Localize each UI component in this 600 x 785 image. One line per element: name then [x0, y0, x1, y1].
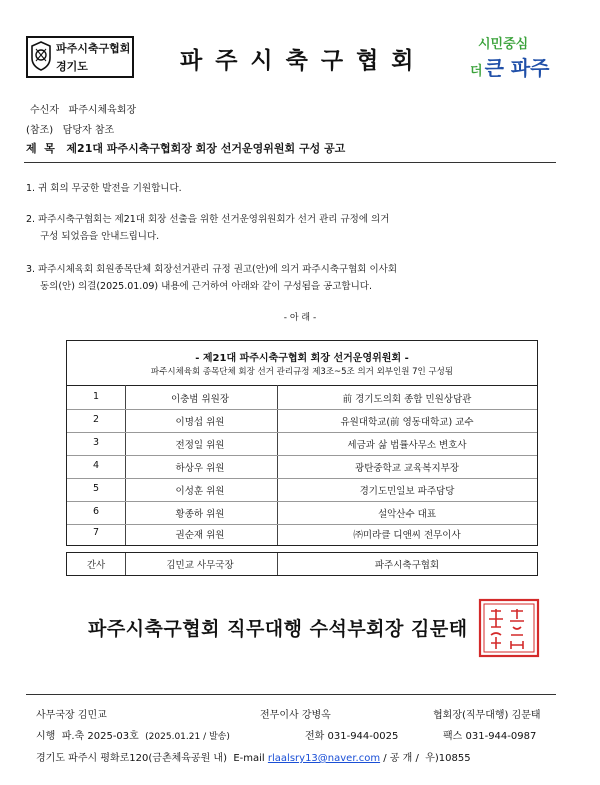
phone: 전화 031-944-0025: [305, 731, 399, 742]
official-seal: [477, 597, 541, 659]
committee-table: [66, 340, 538, 546]
admin-name: 김민교 사무국장: [166, 560, 234, 571]
paragraph-2: 2. 파주시축구협회는 제21대 회장 선출을 위한 선거운영위원회가 선거 관리 규정에 의거: [26, 214, 390, 225]
table-row: [67, 522, 537, 545]
city-slogan-top: 시민중심: [478, 37, 529, 52]
table-row: [67, 455, 537, 478]
staff-3: 협회장(직무대행) 김문태: [433, 710, 541, 721]
paragraph-2-cont: 구성 되었음을 안내드립니다.: [40, 231, 160, 242]
member-affiliation: 설악산수 대표: [377, 509, 437, 520]
table-row: [67, 386, 537, 409]
member-name: 하상우 위원: [175, 463, 225, 474]
paragraph-3-cont: 동의(안) 의결(2025.01.09) 내용에 근거하여 아래와 같이 구성됨을 공고합니다.: [40, 281, 372, 292]
row-number: 4: [92, 460, 100, 471]
table-row: [67, 432, 537, 455]
staff-1: 사무국장 김민교: [36, 710, 107, 721]
zipcode: 우)10855: [425, 753, 471, 764]
member-name: 권순재 위원: [175, 530, 225, 541]
row-number: 6: [92, 506, 100, 517]
city-slogan-small: 더: [470, 64, 483, 79]
row-number: 2: [92, 414, 100, 425]
subject-line: [26, 140, 345, 156]
enforce-date: (2025.01.21 / 발송): [145, 732, 230, 742]
enforce-number: 파.축 2025-03호: [61, 731, 139, 742]
subject: 제21대 파주시축구협회장 회장 선거운영위원회 구성 공고: [66, 142, 346, 155]
table-title: - 제21대 파주시축구협회 회장 선거운영위원회 -: [195, 353, 409, 364]
row-number: 1: [92, 391, 100, 402]
member-name: 황종하 위원: [175, 509, 225, 520]
member-name: 전정일 위원: [175, 440, 225, 451]
member-name: 이충범 위원장: [170, 394, 230, 405]
member-affiliation: 광탄중학교 교육복지부장: [355, 463, 459, 474]
enforcement-line: [36, 727, 230, 742]
emblem-icon: [30, 40, 52, 72]
public-status: / 공 개 /: [383, 753, 419, 764]
paragraph-1: 1. 귀 회의 무궁한 발전을 기원합니다.: [26, 183, 182, 194]
recipient-line: [30, 101, 136, 116]
city-slogan-big: 큰 파주: [484, 56, 550, 80]
cc-label: (참조): [26, 125, 54, 136]
cc-line: [26, 121, 114, 136]
recipient-label: 수신자: [30, 105, 59, 116]
member-name: 이성훈 위원: [175, 486, 225, 497]
row-number: 7: [92, 527, 100, 538]
signature-line: 파주시축구협회 직무대행 수석부회장 김문태: [88, 618, 468, 640]
member-affiliation: 세금과 삶 법률사무소 변호사: [347, 440, 467, 451]
table-row: [67, 501, 537, 524]
member-affiliation: 경기도민일보 파주담당: [359, 486, 455, 497]
admin-affiliation: 파주시축구협회: [374, 560, 440, 571]
row-number: 5: [92, 483, 100, 494]
logo-region: 경기도: [56, 60, 88, 73]
document-title: 파주시축구협회: [180, 48, 427, 74]
city-slogan: [470, 52, 550, 81]
member-affiliation: 유원대학교(前 영동대학교) 교수: [340, 417, 474, 428]
admin-table: [66, 552, 538, 576]
table-row: [67, 478, 537, 501]
fax: 팩스 031-944-0987: [443, 731, 537, 742]
recipient: 파주시체육회장: [68, 105, 137, 116]
paragraph-3: 3. 파주시체육회 회원종목단체 회장선거관리 규정 권고(안)에 의거 파주시축구협회 이사회: [26, 264, 398, 275]
member-affiliation: 前 경기도의회 종합 민원상담관: [342, 394, 472, 405]
footer-divider: [26, 694, 556, 695]
member-affiliation: ㈜미라클 디앤씨 전무이사: [353, 530, 461, 541]
cc: 담당자 참조: [62, 125, 115, 136]
address-line: [36, 749, 471, 764]
staff-2: 전무이사 강병옥: [260, 710, 331, 721]
row-number: 3: [92, 437, 100, 448]
admin-role: 간사: [86, 560, 106, 571]
divider: [24, 162, 556, 163]
enforce-label: 시행: [36, 731, 56, 742]
email-link[interactable]: rlaalsry13@naver.com: [267, 753, 381, 764]
below-marker: - 아 래 -: [283, 313, 317, 323]
subject-label: 제 목: [26, 142, 55, 155]
address: 경기도 파주시 평화로120(금촌체육공원 내): [36, 753, 227, 764]
member-name: 이명섭 위원: [175, 417, 225, 428]
association-logo: [26, 36, 134, 78]
table-row: [67, 409, 537, 432]
email-label: E-mail: [233, 753, 265, 764]
table-subtitle: 파주시체육회 종목단체 회장 선거 관리규정 제3조~5조 의거 외부인원 7인 구성됨: [150, 367, 454, 377]
logo-text: 파주시축구협회: [56, 42, 131, 55]
